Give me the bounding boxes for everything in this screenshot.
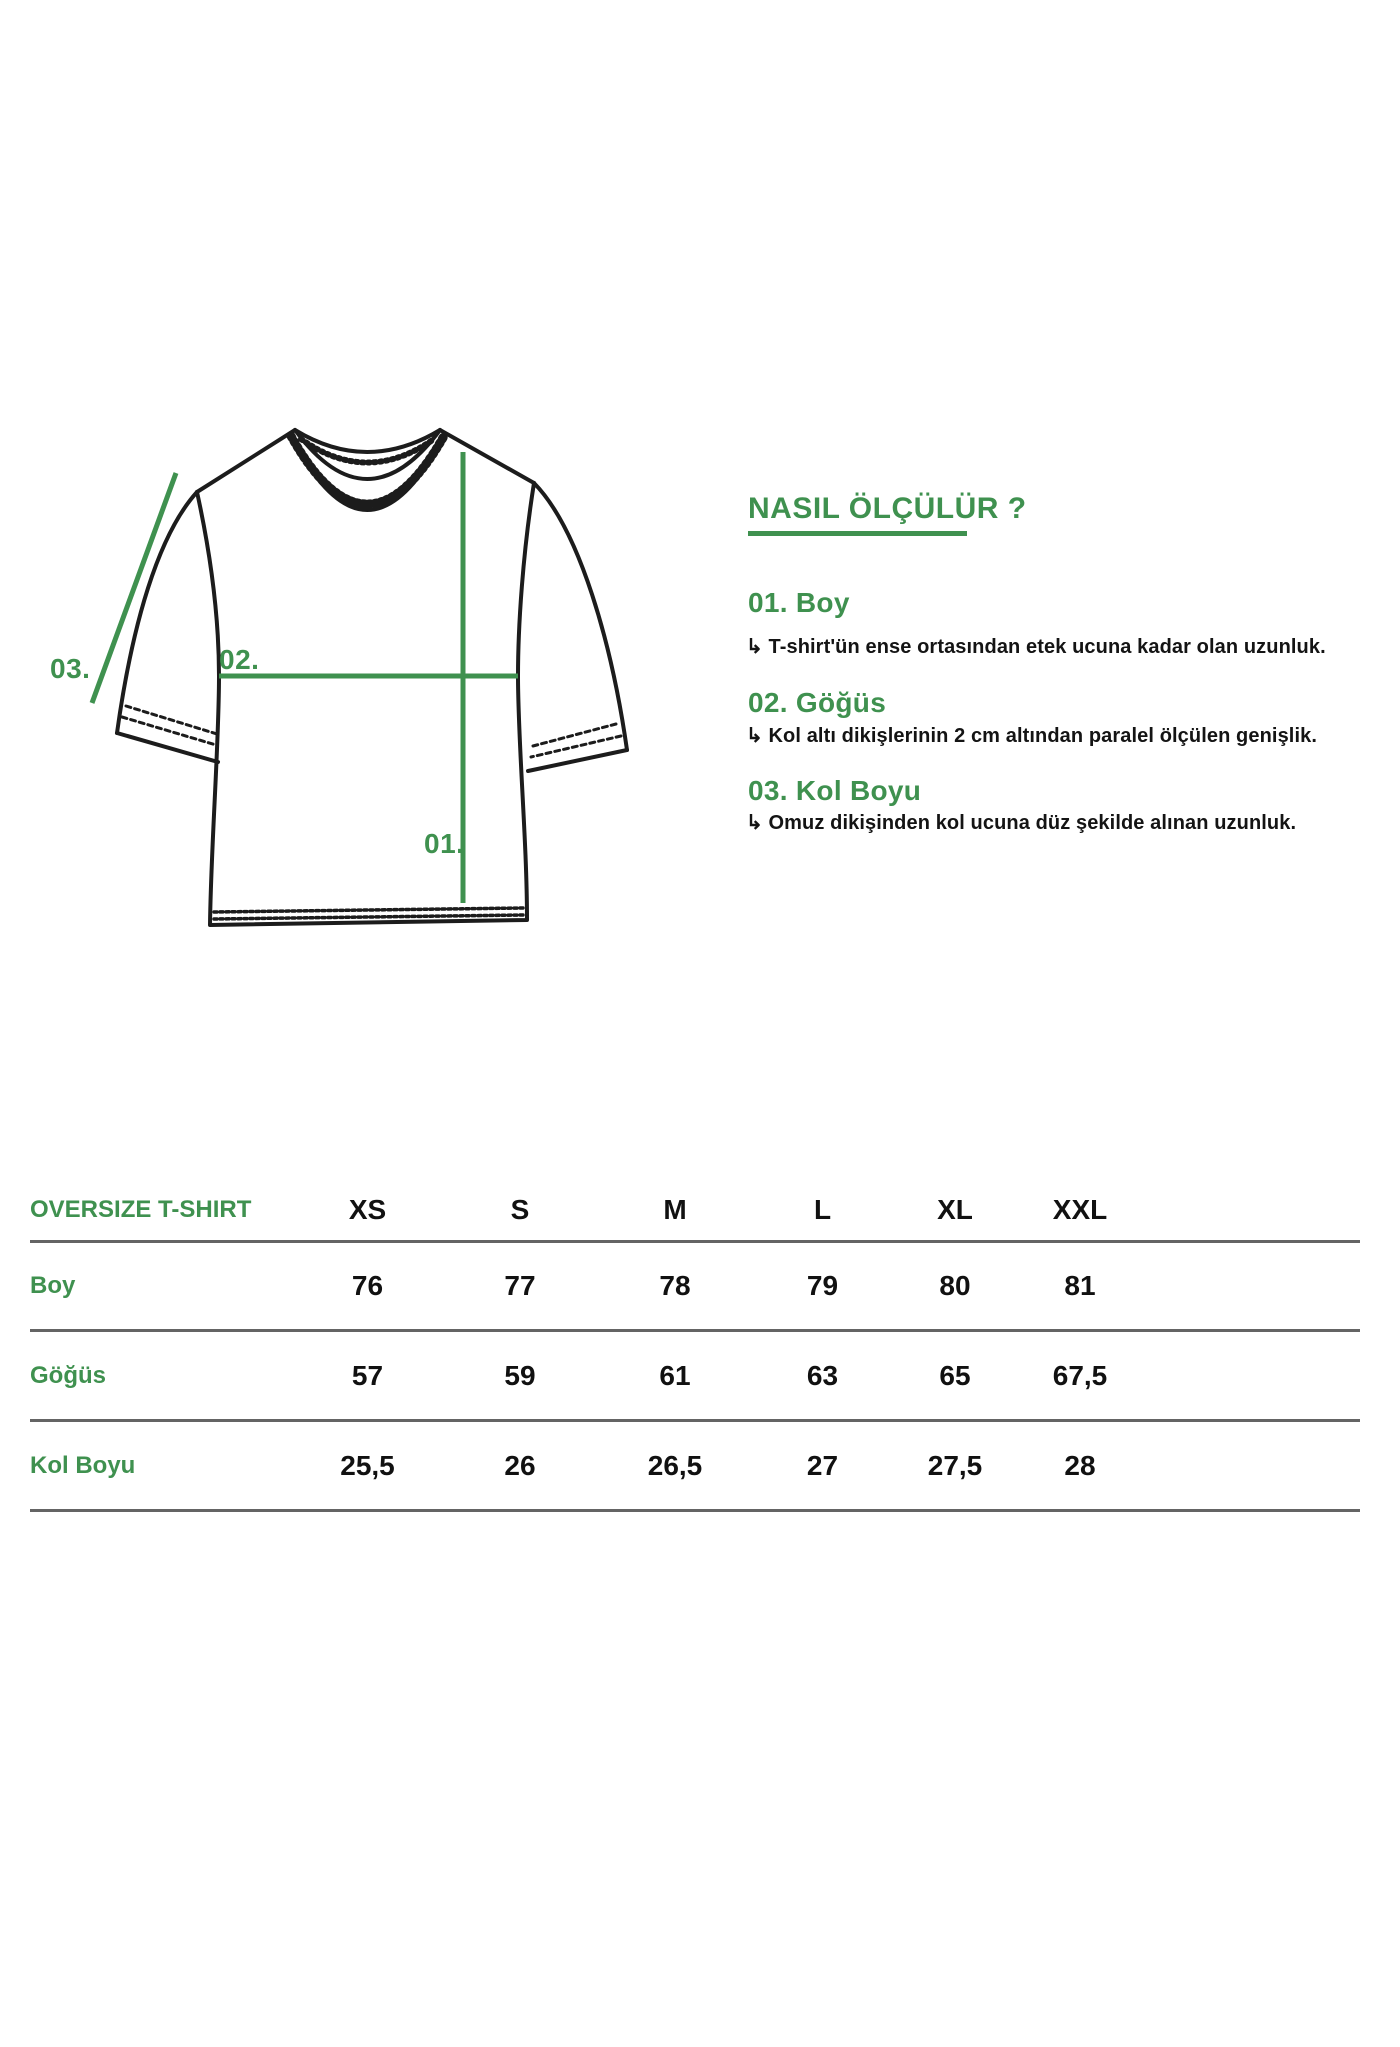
size-header-m: M <box>663 1194 687 1225</box>
size-header-xl: XL <box>937 1194 973 1225</box>
tshirt-sketch <box>50 400 710 960</box>
row-label-kol-boyu: Kol Boyu <box>30 1451 136 1479</box>
value-cell: 79 <box>806 1270 839 1301</box>
section-description-gogus: ↳ Kol altı dikişlerinin 2 cm altından paralel ölçülen genişlik. <box>746 725 1317 747</box>
product-label: OVERSIZE T-SHIRT <box>30 1196 252 1223</box>
value-cell: 80 <box>939 1270 971 1301</box>
row-label-boy: Boy <box>30 1272 76 1299</box>
value-cell: 26,5 <box>647 1449 703 1481</box>
value-cell: 63 <box>806 1359 839 1391</box>
tshirt-shoulder-right <box>440 430 534 483</box>
size-table-header-row <box>30 1180 1360 1240</box>
measure-label-01: 01. <box>424 828 465 859</box>
tshirt-sleeve-right-outer <box>534 483 627 750</box>
section-heading-kol-boyu: 03. Kol Boyu <box>748 775 922 806</box>
section-description-boy: ↳ T-shirt'ün ense ortasından etek ucuna kadar olan uzunluk. <box>746 636 1326 658</box>
section-heading-gogus: 02. Göğüs <box>748 687 887 718</box>
size-table <box>30 1180 1360 1512</box>
size-header-l: L <box>813 1194 832 1225</box>
tshirt-sleeve-left-hem <box>117 733 218 762</box>
tshirt-diagram <box>50 400 710 960</box>
size-header-xxl: XXL <box>1052 1194 1108 1225</box>
value-cell: 65 <box>939 1359 971 1391</box>
value-cell: 57 <box>351 1359 384 1391</box>
value-cell: 26 <box>504 1449 536 1481</box>
size-header-xs: XS <box>348 1194 387 1225</box>
table-row-gogus <box>30 1332 1360 1419</box>
value-cell: 27 <box>806 1449 839 1481</box>
tshirt-shoulder-left <box>197 430 295 492</box>
measure-label-02: 02. <box>219 644 260 675</box>
table-divider <box>30 1509 1360 1512</box>
table-row-boy <box>30 1243 1360 1329</box>
title-underline <box>748 531 967 536</box>
table-row-kol-boyu <box>30 1422 1360 1509</box>
value-cell: 59 <box>504 1359 536 1391</box>
row-label-gogus: Göğüs <box>30 1361 106 1389</box>
value-cell: 25,5 <box>340 1449 395 1481</box>
tshirt-bottom-hem-stitch <box>214 908 523 919</box>
section-heading-boy: 01. Boy <box>748 587 850 618</box>
value-cell: 67,5 <box>1052 1359 1108 1391</box>
measure-label-03: 03. <box>50 653 91 684</box>
guide-title: NASIL ÖLÇÜLÜR ? <box>748 492 1027 525</box>
size-header-s: S <box>510 1194 530 1225</box>
value-cell: 61 <box>659 1359 691 1391</box>
tshirt-sleeve-right-stitch <box>531 724 621 757</box>
value-cell: 27,5 <box>927 1449 983 1481</box>
value-cell: 77 <box>504 1270 536 1301</box>
value-cell: 78 <box>659 1270 691 1301</box>
value-cell: 76 <box>351 1270 384 1301</box>
value-cell: 28 <box>1064 1449 1096 1481</box>
section-description-kol-boyu: ↳ Omuz dikişinden kol ucuna düz şekilde alınan uzunluk. <box>746 812 1297 834</box>
tshirt-body-outline <box>197 483 534 925</box>
value-cell: 81 <box>1064 1270 1096 1301</box>
measure-line-03-sleeve <box>92 473 176 703</box>
